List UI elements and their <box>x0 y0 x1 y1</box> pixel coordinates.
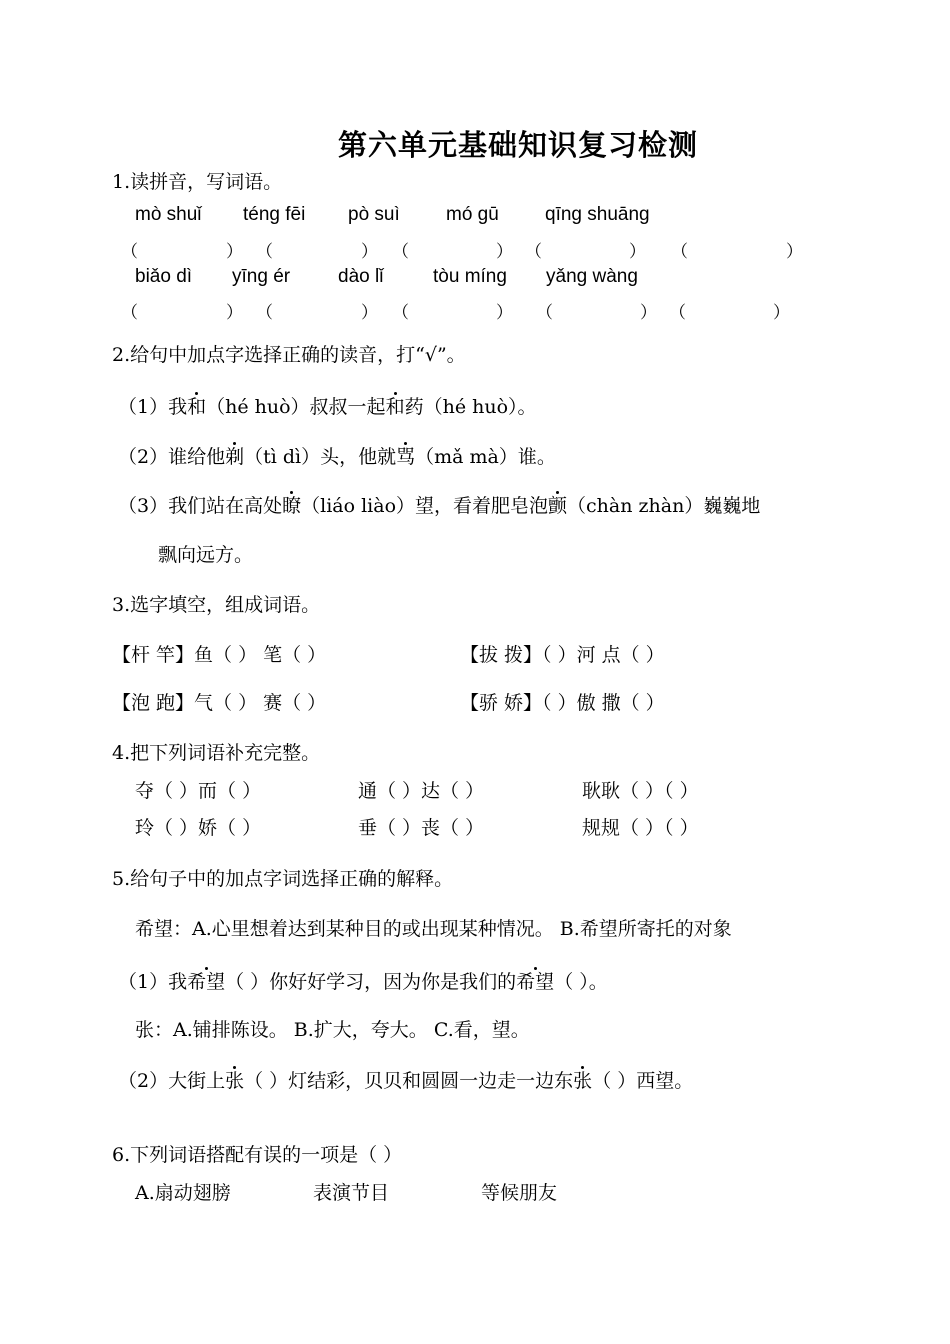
q6-option[interactable]: A.扇动翅膀 <box>135 1182 231 1204</box>
q6-option[interactable]: 等候朋友 <box>481 1182 558 1204</box>
q2-sentence-3 <box>118 491 760 518</box>
pinyin: tòu míng <box>433 266 507 287</box>
dotted-char: 瞭 <box>282 495 302 517</box>
pinyin: biǎo dì <box>135 266 193 287</box>
answer-blank-open[interactable]: （ <box>525 242 542 261</box>
text[interactable]: （tì dì）头，他就 <box>244 446 397 468</box>
q6-heading[interactable]: 6.下列词语搭配有误的一项是（ ） <box>112 1144 403 1166</box>
answer-blank-open[interactable]: （ <box>392 242 409 261</box>
text[interactable]: 药（hé huò）。 <box>404 396 537 418</box>
answer-blank-close: ） <box>361 242 378 261</box>
q6-option[interactable]: 表演节目 <box>313 1182 390 1204</box>
q4-item[interactable]: 规规（ ）（ ） <box>582 817 699 839</box>
q5-sentence-1 <box>118 967 608 994</box>
answer-blank-open[interactable]: （ <box>671 242 688 261</box>
q4-item[interactable]: 夺（ ）而（ ） <box>135 780 262 802</box>
q4-item[interactable]: 通（ ）达（ ） <box>358 780 485 802</box>
q2-sentence-1 <box>118 392 537 419</box>
q3-heading: 3.选字填空，组成词语。 <box>112 594 321 616</box>
q4-item[interactable]: 垂（ ）丧（ ） <box>358 817 485 839</box>
answer-blank-close: ） <box>629 242 646 261</box>
dotted-char: 和 <box>385 396 405 418</box>
answer-blank-close: ） <box>786 242 803 261</box>
dotted-char: 张 <box>573 1070 593 1092</box>
dotted-word: 希望 <box>516 971 555 993</box>
pinyin: pò suì <box>348 204 400 225</box>
page-title: 第六单元基础知识复习检测 <box>338 128 699 162</box>
dotted-char: 和 <box>187 396 207 418</box>
dotted-char: 张 <box>225 1070 245 1092</box>
text[interactable]: （liáo liào）望，看着肥皂泡 <box>301 495 549 517</box>
dotted-char: 颤 <box>548 495 568 517</box>
dotted-char: 剃 <box>225 446 245 468</box>
answer-blank-close: ） <box>361 303 378 322</box>
pinyin: mó gū <box>446 204 499 225</box>
text: 我 <box>168 396 188 418</box>
q5-definition-1: 希望：A.心里想着达到某种目的或出现某种情况。 B.希望所寄托的对象 <box>135 918 732 940</box>
answer-blank-open[interactable]: （ <box>256 242 273 261</box>
item-number: （3） <box>118 495 169 517</box>
text[interactable]: （mǎ mà）谁。 <box>415 446 556 468</box>
dotted-char: 骂 <box>396 446 416 468</box>
q3-row-1-left[interactable]: 【杆 竿】鱼（ ） 笔（ ） <box>112 644 327 666</box>
answer-blank-close: ） <box>640 303 657 322</box>
q4-item[interactable]: 玲（ ）娇（ ） <box>135 817 262 839</box>
text[interactable]: （ ）。 <box>554 971 608 993</box>
answer-blank-open[interactable]: （ <box>256 303 273 322</box>
answer-blank-close: ） <box>496 242 513 261</box>
answer-blank-close: ） <box>773 303 790 322</box>
q3-row-2-left[interactable]: 【泡 跑】气（ ） 赛（ ） <box>112 692 327 714</box>
item-number: （1） <box>118 971 169 993</box>
answer-blank-open[interactable]: （ <box>121 242 138 261</box>
answer-blank-close: ） <box>226 242 243 261</box>
q3-row-2-right[interactable]: 【骄 娇】（ ）傲 撒（ ） <box>460 692 665 714</box>
dotted-word: 希望 <box>187 971 226 993</box>
pinyin: mò shuǐ <box>135 204 202 225</box>
text[interactable]: （ ）灯结彩，贝贝和圆圆一边走一边东 <box>244 1070 574 1092</box>
q1-heading: 1.读拼音，写词语。 <box>112 171 283 193</box>
answer-blank-close: ） <box>226 303 243 322</box>
text[interactable]: （ ）西望。 <box>592 1070 694 1092</box>
item-number: （1） <box>118 396 169 418</box>
text: 谁给他 <box>168 446 226 468</box>
answer-blank-open[interactable]: （ <box>392 303 409 322</box>
pinyin: téng fēi <box>243 204 306 225</box>
text: 我们站在高处 <box>168 495 283 517</box>
text: 大街上 <box>168 1070 226 1092</box>
answer-blank-close: ） <box>496 303 513 322</box>
text[interactable]: （ ）你好好学习，因为你是我们的 <box>225 971 517 993</box>
answer-blank-open[interactable]: （ <box>669 303 686 322</box>
answer-blank-open[interactable]: （ <box>536 303 553 322</box>
pinyin: yǎng wàng <box>546 266 638 287</box>
text[interactable]: （chàn zhàn）巍巍地 <box>567 495 761 517</box>
q2-sentence-2 <box>118 442 556 469</box>
q3-row-1-right[interactable]: 【拔 拨】（ ）河 点（ ） <box>460 644 665 666</box>
q5-heading: 5.给句子中的加点字词选择正确的解释。 <box>112 868 454 890</box>
item-number: （2） <box>118 1070 169 1092</box>
q4-item[interactable]: 耿耿（ ）（ ） <box>582 780 699 802</box>
answer-blank-open[interactable]: （ <box>121 303 138 322</box>
q5-definition-2: 张：A.铺排陈设。 B.扩大，夸大。 C.看，望。 <box>135 1019 530 1041</box>
q5-sentence-2 <box>118 1066 693 1093</box>
q2-heading: 2.给句中加点字选择正确的读音，打“√”。 <box>112 344 466 366</box>
q4-heading: 4.把下列词语补充完整。 <box>112 742 321 764</box>
pinyin: dào lǐ <box>338 266 384 287</box>
text[interactable]: （hé huò）叔叔一起 <box>206 396 386 418</box>
pinyin: yīng ér <box>232 266 291 287</box>
text: 我 <box>168 971 188 993</box>
q2-sentence-3-cont: 飘向远方。 <box>158 544 254 566</box>
pinyin: qīng shuāng <box>545 204 650 225</box>
item-number: （2） <box>118 446 169 468</box>
